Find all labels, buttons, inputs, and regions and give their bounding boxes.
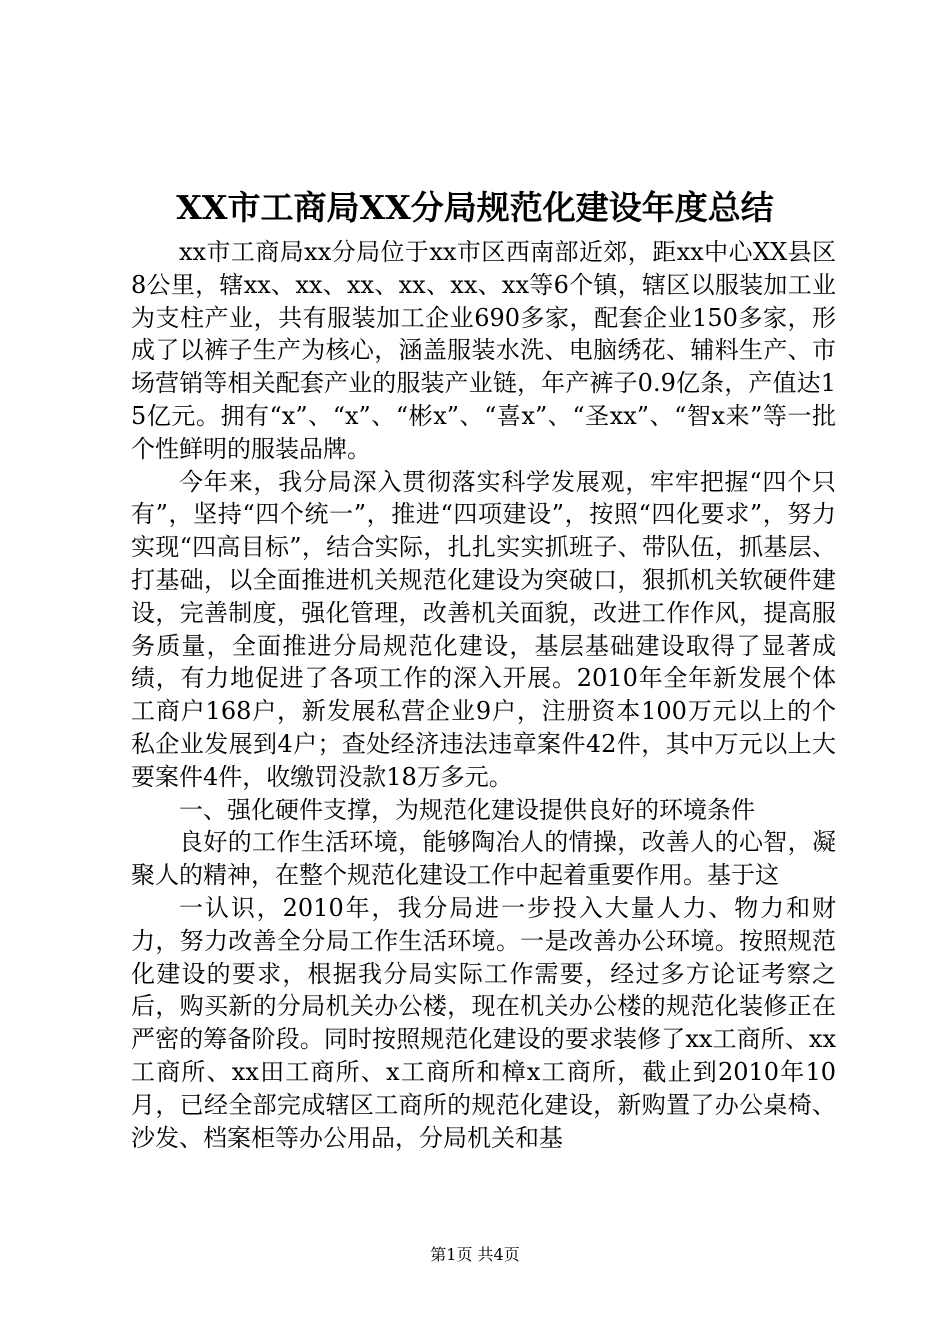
paragraph-annual-work: 今年来，我分局深入贯彻落实科学发展观，牢牢把握“四个只有”，坚持“四个统一”，推进“四项建设”，按照“四化要求”，努力实现“四高目标”，结合实际，扎扎实实抓班子、带队伍，抓基层、打基础，以全面推进机关规范化建设为突破口，狠抓机关软硬件建设，完善制度，强化管理，改善机关面貌，改进工作作风，提高服务质量，全面推进分局规范化建设，基层基础建设取得了显著成绩，有力地促进了各项工作的深入开展。2010年全年新发展个体工商户168户，新发展私营企业9户，注册资本100万元以上的个私企业发展到4户；查处经济违法违章案件42件，其中万元以上大要案件4件，收缴罚没款18万多元。 (131, 467, 836, 791)
paragraph-environment: 良好的工作生活环境，能够陶冶人的情操，改善人的心智，凝聚人的精神，在整个规范化建设工作中起着重要作用。基于这 (131, 828, 836, 890)
section-heading-1: 一、强化硬件支撑，为规范化建设提供良好的环境条件 (179, 795, 755, 824)
document-title: XX市工商局XX分局规范化建设年度总结 (176, 188, 774, 227)
document-body (131, 236, 836, 1154)
paragraph-office-improvement: 一认识，2010年，我分局进一步投入大量人力、物力和财力，努力改善全分局工作生活环境。一是改善办公环境。按照规范化建设的要求，根据我分局实际工作需要，经过多方论证考察之后，购买新的分局机关办公楼，现在机关办公楼的规范化装修正在严密的筹备阶段。同时按照规范化建设的要求装修了xx工商所、xx工商所、xx田工商所、x工商所和樟x工商所，截止到2010年10月，已经全部完成辖区工商所的规范化建设，新购置了办公桌椅、沙发、档案柜等办公用品，分局机关和基 (131, 893, 836, 1152)
page-footer: 第1页 共4页 (430, 1245, 520, 1264)
paragraph-intro: xx市工商局xx分局位于xx市区西南部近郊，距xx中心XX县区8公里，辖xx、xx、xx、xx、xx、xx等6个镇，辖区以服装加工业为支柱产业，共有服装加工企业690多家，配套企业150多家，形成了以裤子生产为核心，涵盖服装水洗、电脑绣花、辅料生产、市场营销等相关配套产业的服装产业链，年产裤子0.9亿条，产值达15亿元。拥有“x”、“x”、“彬x”、“喜x”、“圣xx”、“智x来”等一批个性鲜明的服装品牌。 (131, 238, 836, 463)
